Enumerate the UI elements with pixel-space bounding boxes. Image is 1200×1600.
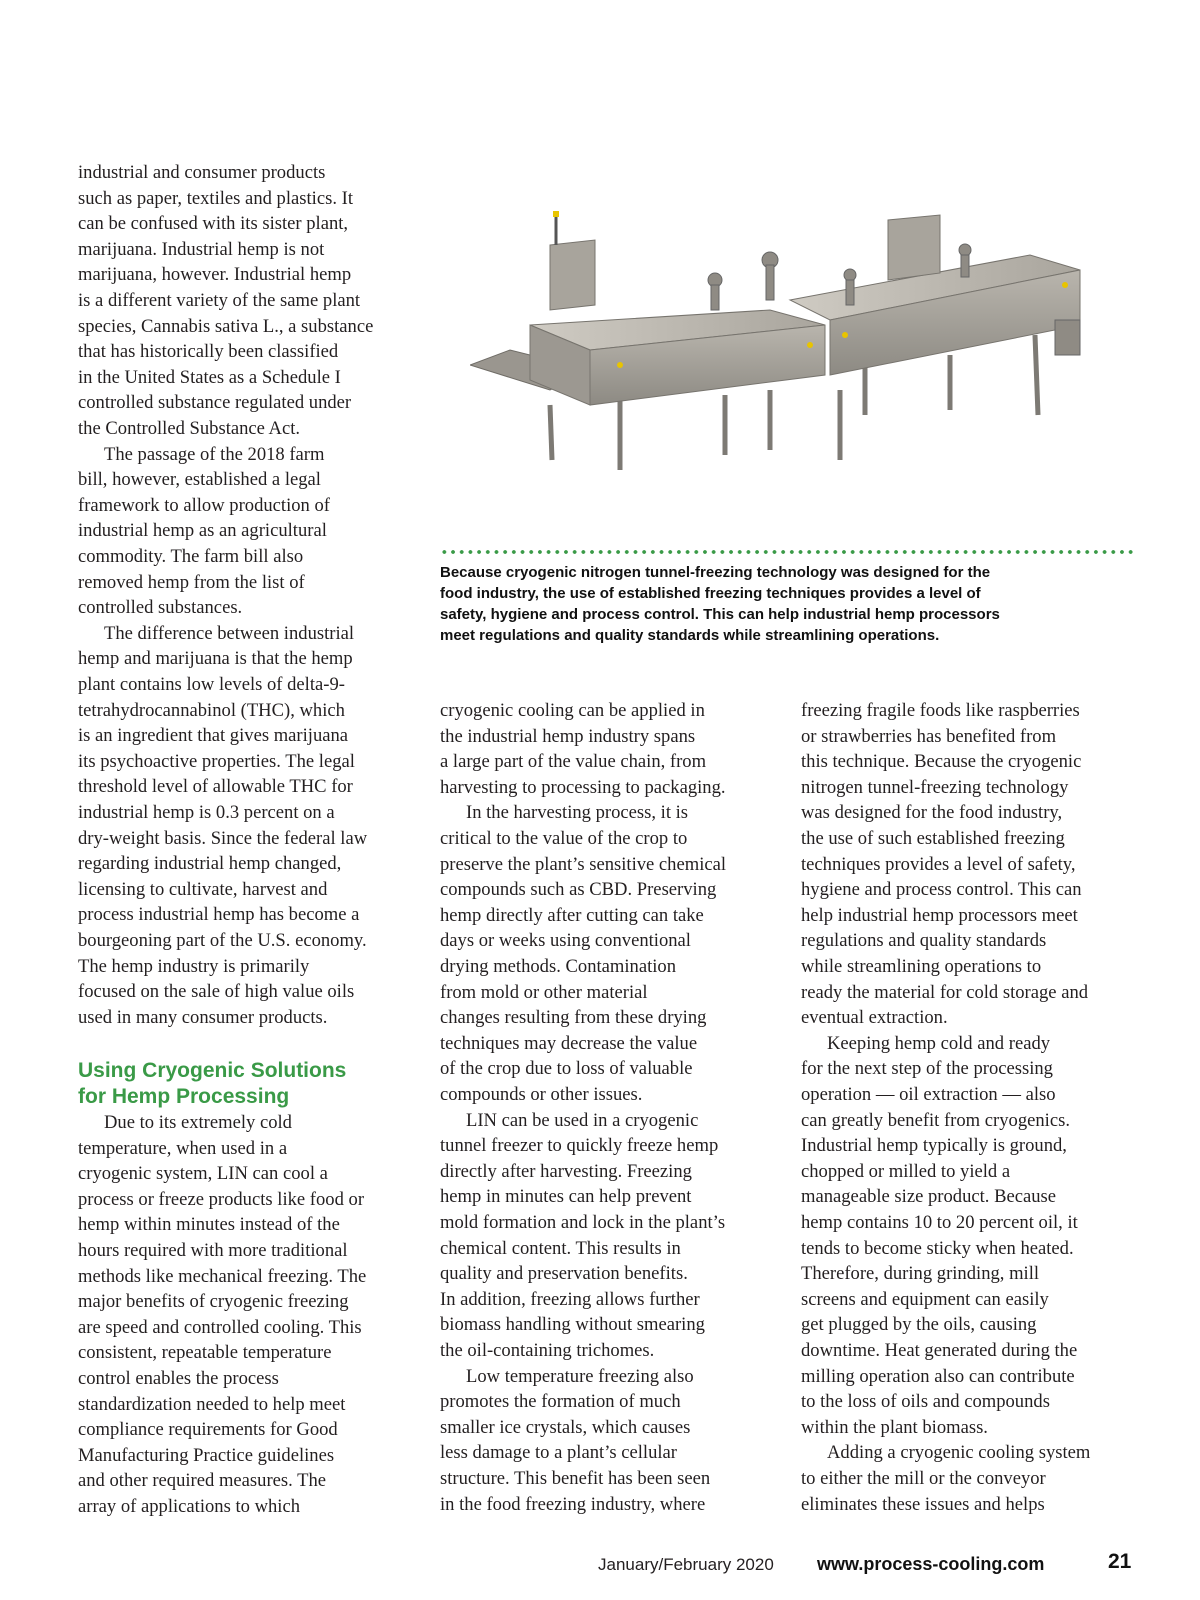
text-line: less damage to a plant’s cellular [440, 1442, 677, 1464]
text-line: temperature, when used in a [78, 1137, 288, 1159]
text-line: while streamlining operations to [801, 956, 1042, 977]
control-box-2 [888, 215, 940, 280]
text-line: tends to become sticky when heated. [801, 1237, 1074, 1259]
text-line: structure. This benefit has been seen [440, 1468, 711, 1489]
text-line: is a different variety of the same plant [78, 290, 361, 311]
text-line: screens and equipment can easily [801, 1288, 1049, 1310]
text-line: the oil-containing trichomes. [440, 1340, 655, 1361]
signal-light-icon [553, 211, 559, 217]
text-line: eliminates these issues and helps [801, 1493, 1045, 1515]
text-line: hemp directly after cutting can take [440, 904, 704, 926]
text-line: operation — oil extraction — also [801, 1084, 1056, 1105]
section-heading: Using Cryogenic Solutions [78, 1059, 347, 1082]
text-line: can greatly benefit from cryogenics. [801, 1109, 1070, 1131]
text-line: this technique. Because the cryogenic [801, 751, 1082, 773]
text-line: nitrogen tunnel-freezing technology [801, 776, 1069, 798]
text-line: bourgeoning part of the U.S. economy. [78, 930, 367, 951]
text-line: threshold level of allowable THC for [78, 776, 353, 798]
text-line: used in many consumer products. [78, 1006, 328, 1028]
text-line: days or weeks using conventional [440, 930, 691, 952]
text-line: in the food freezing industry, where [440, 1493, 706, 1515]
text-line: milling operation also can contribute [801, 1365, 1075, 1387]
text-line: techniques may decrease the value [440, 1032, 698, 1054]
text-line: eventual extraction. [801, 1007, 948, 1029]
text-line: bill, however, established a legal [78, 469, 321, 491]
text-line: The passage of the 2018 farm [104, 443, 325, 465]
text-line: methods like mechanical freezing. The [78, 1265, 367, 1287]
text-line: to the loss of oils and compounds [801, 1391, 1050, 1413]
text-line: In addition, freezing allows further [440, 1288, 700, 1310]
text-line: such as paper, textiles and plastics. It [78, 187, 353, 209]
text-line: hygiene and process control. This can [801, 879, 1082, 901]
text-line: for the next step of the processing [801, 1058, 1053, 1080]
text-line: in the United States as a Schedule I [78, 366, 341, 388]
text-line: its psychoactive properties. The legal [78, 750, 355, 772]
text-line: standardization needed to help meet [78, 1393, 346, 1415]
text-line: help industrial hemp processors meet [801, 904, 1078, 926]
text-line: get plugged by the oils, causing [801, 1314, 1037, 1336]
text-line: downtime. Heat generated during the [801, 1340, 1078, 1361]
text-line: focused on the sale of high value oils [78, 981, 355, 1003]
issue-date: January/February 2020 [598, 1555, 774, 1574]
text-line: industrial hemp is 0.3 percent on a [78, 802, 335, 823]
text-line: a large part of the value chain, from [440, 751, 707, 773]
text-line: quality and preservation benefits. [440, 1263, 688, 1285]
text-line: consistent, repeatable temperature [78, 1342, 332, 1364]
text-line: Industrial hemp typically is ground, [801, 1135, 1067, 1157]
text-line: chopped or milled to yield a [801, 1160, 1011, 1182]
text-line: array of applications to which [78, 1496, 301, 1517]
text-line: compliance requirements for Good [78, 1419, 338, 1441]
text-line: hemp and marijuana is that the hemp [78, 648, 353, 670]
text-line: plant contains low levels of delta-9- [78, 674, 345, 695]
text-line: or strawberries has benefited from [801, 725, 1057, 747]
text-line: was designed for the food industry, [801, 802, 1063, 824]
text-line: Manufacturing Practice guidelines [78, 1444, 335, 1466]
text-line: ready the material for cold storage and [801, 981, 1089, 1003]
text-line: controlled substances. [78, 597, 243, 619]
text-line: Low temperature freezing also [466, 1365, 694, 1387]
text-line: regulations and quality standards [801, 930, 1047, 952]
text-line: dry-weight basis. Since the federal law [78, 827, 368, 849]
text-line: marijuana, however. Industrial hemp [78, 264, 352, 286]
figure-caption: Because cryogenic nitrogen tunnel-freezing technology was designed for the [440, 564, 991, 581]
text-line: within the plant biomass. [801, 1416, 988, 1438]
figure-caption: meet regulations and quality standards while streamlining operations. [440, 627, 940, 644]
text-line: tetrahydrocannabinol (THC), which [78, 699, 345, 721]
text-line: is an ingredient that gives marijuana [78, 725, 349, 747]
text-line: process industrial hemp has become a [78, 904, 360, 926]
control-box-1 [550, 240, 595, 310]
tunnel-freezer-illustration [470, 205, 1150, 505]
text-line: hours required with more traditional [78, 1240, 348, 1261]
text-line: hemp in minutes can help prevent [440, 1186, 692, 1208]
text-line: of the crop due to loss of valuable [440, 1058, 693, 1080]
text-line: mold formation and lock in the plant’s [440, 1212, 726, 1233]
figure-caption: safety, hygiene and process control. This can help industrial hemp processors [440, 606, 1000, 623]
text-line: hemp contains 10 to 20 percent oil, it [801, 1212, 1078, 1233]
text-line: to either the mill or the conveyor [801, 1468, 1046, 1489]
text-line: freezing fragile foods like raspberries [801, 700, 1080, 721]
figure-caption: food industry, the use of established freezing techniques provides a level of [440, 585, 981, 602]
text-line: manageable size product. Because [801, 1186, 1057, 1208]
text-line: drying methods. Contamination [440, 956, 677, 977]
text-line: In the harvesting process, it is [466, 802, 689, 824]
text-line: chemical content. This results in [440, 1237, 681, 1259]
text-line: tunnel freezer to quickly freeze hemp [440, 1135, 719, 1157]
text-line: hemp within minutes instead of the [78, 1214, 340, 1236]
text-line: control enables the process [78, 1368, 279, 1389]
text-line: process or freeze products like food or [78, 1188, 365, 1210]
page-number: 21 [1108, 1550, 1132, 1573]
text-line: the Controlled Substance Act. [78, 418, 301, 439]
text-line: regarding industrial hemp changed, [78, 853, 342, 875]
text-line: changes resulting from these drying [440, 1007, 707, 1029]
caption-divider [440, 549, 1136, 555]
text-line: Due to its extremely cold [104, 1112, 292, 1133]
text-line: major benefits of cryogenic freezing [78, 1291, 349, 1313]
text-line: commodity. The farm bill also [78, 546, 304, 567]
text-line: Adding a cryogenic cooling system [827, 1442, 1091, 1464]
text-line: Therefore, during grinding, mill [801, 1263, 1040, 1285]
text-line: are speed and controlled cooling. This [78, 1316, 362, 1338]
text-line: smaller ice crystals, which causes [440, 1416, 691, 1438]
text-line: preserve the plant’s sensitive chemical [440, 853, 727, 875]
text-line: harvesting to processing to packaging. [440, 776, 726, 798]
website-link[interactable]: www.process-cooling.com [817, 1554, 1045, 1574]
text-line: techniques provides a level of safety, [801, 853, 1076, 875]
text-line: and other required measures. The [78, 1470, 326, 1492]
text-line: biomass handling without smearing [440, 1314, 705, 1336]
text-line: licensing to cultivate, harvest and [78, 878, 328, 900]
text-line: the industrial hemp industry spans [440, 725, 696, 747]
text-line: from mold or other material [440, 981, 648, 1003]
text-line: LIN can be used in a cryogenic [466, 1109, 699, 1131]
text-line: compounds such as CBD. Preserving [440, 879, 717, 901]
text-line: industrial hemp as an agricultural [78, 520, 327, 542]
section-heading: for Hemp Processing [78, 1085, 290, 1108]
text-line: The difference between industrial [104, 622, 355, 644]
text-line: promotes the formation of much [440, 1391, 681, 1413]
text-line: marijuana. Industrial hemp is not [78, 238, 325, 260]
text-line: cryogenic system, LIN can cool a [78, 1163, 328, 1185]
text-line: removed hemp from the list of [78, 571, 305, 593]
text-line: the use of such established freezing [801, 828, 1065, 849]
text-line: framework to allow production of [78, 494, 330, 516]
text-line: that has historically been classified [78, 341, 339, 363]
text-line: critical to the value of the crop to [440, 828, 688, 849]
text-line: The hemp industry is primarily [78, 955, 310, 977]
text-line: directly after harvesting. Freezing [440, 1160, 692, 1182]
text-line: controlled substance regulated under [78, 392, 352, 414]
text-line: industrial and consumer products [78, 162, 326, 183]
text-line: species, Cannabis sativa L., a substance [78, 315, 374, 337]
text-line: compounds or other issues. [440, 1084, 643, 1105]
text-line: cryogenic cooling can be applied in [440, 700, 705, 721]
text-line: can be confused with its sister plant, [78, 213, 349, 235]
text-line: Keeping hemp cold and ready [827, 1032, 1051, 1054]
